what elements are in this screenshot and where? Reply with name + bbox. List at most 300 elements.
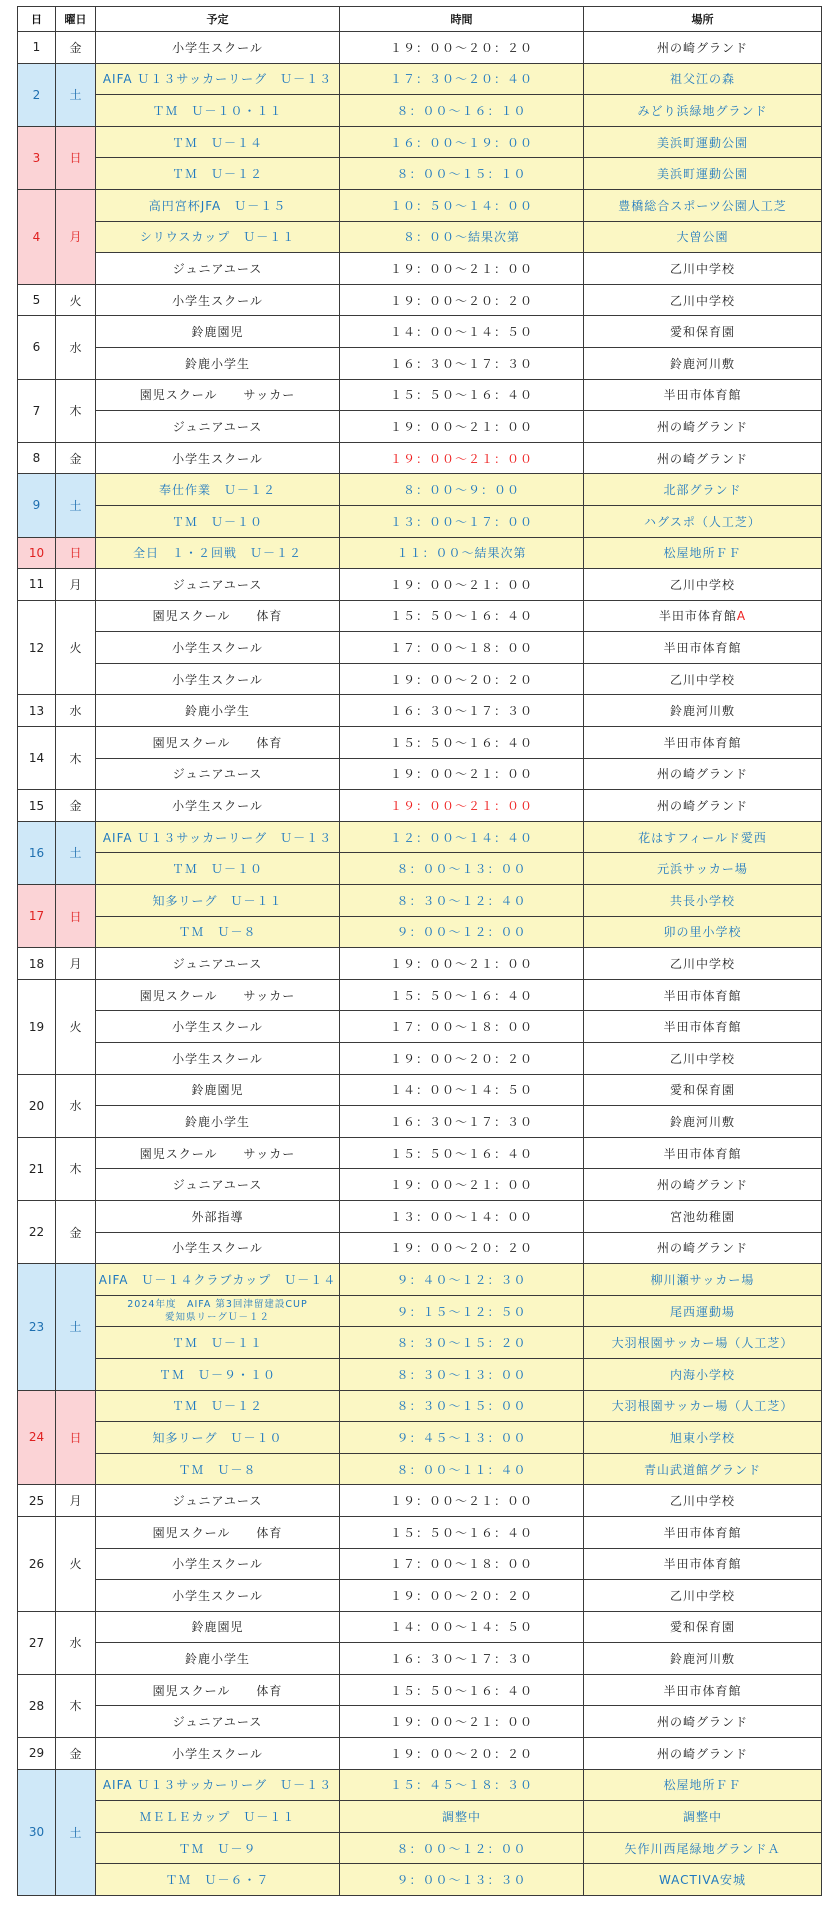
day-cell: 25 [18, 1485, 56, 1517]
place-cell: 乙川中学校 [584, 663, 822, 695]
event-cell: ジュニアユース [96, 948, 340, 980]
event-cell: 高円宮杯JFA Ｕ－１５ [96, 189, 340, 221]
event-cell: ＴＭ Ｕ－１２ [96, 1390, 340, 1422]
table-row [18, 1358, 822, 1390]
event-cell: 園児スクール 体育 [96, 1516, 340, 1548]
table-row [18, 1611, 822, 1643]
place-cell: 半田市体育館 [584, 379, 822, 411]
place-cell: 州の崎グランド [584, 32, 822, 64]
day-cell: 14 [18, 727, 56, 790]
event-cell: AIFA Ｕ１３サッカーリーグ Ｕ－１３ [96, 821, 340, 853]
event-cell: ＴＭ Ｕ－６・７ [96, 1864, 340, 1896]
event-cell: ジュニアユース [96, 1485, 340, 1517]
event-cell: ＴＭ Ｕ－１０ [96, 853, 340, 885]
time-cell: ８：３０～１２：４０ [340, 885, 584, 917]
place-cell: 鈴鹿河川敷 [584, 1106, 822, 1138]
event-cell: 奉仕作業 Ｕ－１２ [96, 474, 340, 506]
day-cell: 27 [18, 1611, 56, 1674]
time-cell: ９：４０～１２：３０ [340, 1264, 584, 1296]
time-cell: ８：３０～１３：００ [340, 1358, 584, 1390]
table-row [18, 1453, 822, 1485]
time-cell: ８：００～１５：１０ [340, 158, 584, 190]
time-cell: １９：００～２０：２０ [340, 1738, 584, 1770]
place-cell: 祖父江の森 [584, 63, 822, 95]
event-cell: ジュニアユース [96, 253, 340, 285]
weekday-cell: 金 [56, 1738, 96, 1770]
time-cell: ８：００～１１：４０ [340, 1453, 584, 1485]
place-cell: 大羽根園サッカー場（人工芝） [584, 1327, 822, 1359]
event-cell: 鈴鹿園児 [96, 316, 340, 348]
time-cell: １９：００～２１：００ [340, 948, 584, 980]
header-event: 予定 [96, 7, 340, 32]
time-cell: １３：００～１７：００ [340, 505, 584, 537]
table-row [18, 948, 822, 980]
table-row [18, 1169, 822, 1201]
weekday-cell: 木 [56, 1674, 96, 1737]
weekday-cell: 金 [56, 1200, 96, 1263]
day-cell: 6 [18, 316, 56, 379]
event-cell: 鈴鹿園児 [96, 1611, 340, 1643]
time-cell: ８：００～１３：００ [340, 853, 584, 885]
place-cell: 旭東小学校 [584, 1422, 822, 1454]
table-row [18, 916, 822, 948]
table-row [18, 474, 822, 506]
time-cell: １６：３０～１７：３０ [340, 1106, 584, 1138]
time-cell: １９：００～２１：００ [340, 569, 584, 601]
event-cell: 知多リーグ Ｕ－１１ [96, 885, 340, 917]
time-cell: １９：００～２１：００ [340, 1169, 584, 1201]
table-row [18, 1738, 822, 1770]
table-row [18, 221, 822, 253]
time-cell: １９：００～２０：２０ [340, 284, 584, 316]
weekday-cell: 土 [56, 821, 96, 884]
event-cell: ＴＭ Ｕ－１０ [96, 505, 340, 537]
weekday-cell: 水 [56, 1611, 96, 1674]
place-cell: みどり浜緑地グランド [584, 95, 822, 127]
time-cell: １５：５０～１６：４０ [340, 379, 584, 411]
time-cell: １６：３０～１７：３０ [340, 1643, 584, 1675]
place-cell: 州の崎グランド [584, 1169, 822, 1201]
time-cell: ８：００～１６：１０ [340, 95, 584, 127]
place-cell: 松屋地所ＦＦ [584, 537, 822, 569]
place-cell: 半田市体育館 [584, 1516, 822, 1548]
event-cell: ＴＭ Ｕ－８ [96, 1453, 340, 1485]
day-cell: 7 [18, 379, 56, 442]
time-cell: １９：００～２０：２０ [340, 663, 584, 695]
place-cell: 乙川中学校 [584, 1580, 822, 1612]
event-cell: 小学生スクール [96, 1043, 340, 1075]
time-cell: １９：００～２１：００ [340, 442, 584, 474]
place-cell: 乙川中学校 [584, 1485, 822, 1517]
table-row [18, 126, 822, 158]
place-cell: 半田市体育館 [584, 979, 822, 1011]
weekday-cell: 水 [56, 316, 96, 379]
time-cell: １４：００～１４：５０ [340, 1611, 584, 1643]
table-row [18, 758, 822, 790]
place-cell: 豊橋総合スポーツ公園人工芝 [584, 189, 822, 221]
table-row [18, 1769, 822, 1801]
event-cell: ＭＥＬＥカップ Ｕ－１１ [96, 1801, 340, 1833]
time-cell: １９：００～２０：２０ [340, 32, 584, 64]
place-cell: 松屋地所ＦＦ [584, 1769, 822, 1801]
time-cell: １９：００～２１：００ [340, 790, 584, 822]
event-cell: 小学生スクール [96, 1232, 340, 1264]
event-cell: 小学生スクール [96, 1548, 340, 1580]
time-cell: １９：００～２０：２０ [340, 1580, 584, 1612]
time-cell: １５：５０～１６：４０ [340, 1137, 584, 1169]
event-cell: ジュニアユース [96, 1706, 340, 1738]
weekday-cell: 土 [56, 63, 96, 126]
time-cell: ９：００～１３：３０ [340, 1864, 584, 1896]
weekday-cell: 月 [56, 1485, 96, 1517]
event-cell: 小学生スクール [96, 1738, 340, 1770]
time-cell: １６：００～１９：００ [340, 126, 584, 158]
header-day: 日 [18, 7, 56, 32]
place-cell [584, 600, 822, 632]
place-cell: 州の崎グランド [584, 758, 822, 790]
place-cell: 花はすフィールド愛西 [584, 821, 822, 853]
day-cell: 23 [18, 1264, 56, 1390]
table-row [18, 1043, 822, 1075]
time-cell: １９：００～２０：２０ [340, 1043, 584, 1075]
event-cell: AIFA Ｕ－１４クラブカップ Ｕ－１４ [96, 1264, 340, 1296]
table-row [18, 1548, 822, 1580]
event-cell: 小学生スクール [96, 32, 340, 64]
table-row [18, 1706, 822, 1738]
table-row [18, 316, 822, 348]
table-row [18, 1232, 822, 1264]
time-cell: １１：００～結果次第 [340, 537, 584, 569]
table-row [18, 853, 822, 885]
day-cell: 26 [18, 1516, 56, 1611]
weekday-cell: 水 [56, 1074, 96, 1137]
place-cell: 州の崎グランド [584, 1232, 822, 1264]
event-cell: ジュニアユース [96, 411, 340, 443]
place-cell: 州の崎グランド [584, 790, 822, 822]
place-cell: 州の崎グランド [584, 411, 822, 443]
time-cell: １７：００～１８：００ [340, 1011, 584, 1043]
event-cell: ＴＭ Ｕ－１２ [96, 158, 340, 190]
event-cell: 園児スクール サッカー [96, 979, 340, 1011]
weekday-cell: 土 [56, 474, 96, 537]
weekday-cell: 日 [56, 537, 96, 569]
time-cell: ８：００～１２：００ [340, 1832, 584, 1864]
table-row [18, 663, 822, 695]
place-cell: 州の崎グランド [584, 442, 822, 474]
schedule-table [17, 6, 822, 1896]
day-cell: 13 [18, 695, 56, 727]
event-cell: 小学生スクール [96, 632, 340, 664]
time-cell: １５：５０～１６：４０ [340, 600, 584, 632]
event-cell: 鈴鹿小学生 [96, 1643, 340, 1675]
time-cell: ９：１５～１２：５０ [340, 1295, 584, 1327]
place-cell: 州の崎グランド [584, 1738, 822, 1770]
event-cell: 小学生スクール [96, 284, 340, 316]
event-cell: 小学生スクール [96, 1011, 340, 1043]
weekday-cell: 木 [56, 727, 96, 790]
place-cell: 美浜町運動公園 [584, 158, 822, 190]
header-time: 時間 [340, 7, 584, 32]
table-row [18, 63, 822, 95]
weekday-cell: 日 [56, 885, 96, 948]
place-cell: 北部グランド [584, 474, 822, 506]
day-cell: 18 [18, 948, 56, 980]
time-cell: １２：００～１４：４０ [340, 821, 584, 853]
table-row [18, 379, 822, 411]
weekday-cell: 日 [56, 1390, 96, 1485]
weekday-cell: 木 [56, 379, 96, 442]
event-cell: AIFA Ｕ１３サッカーリーグ Ｕ－１３ [96, 1769, 340, 1801]
place-cell: 大曽公園 [584, 221, 822, 253]
place-cell: 半田市体育館 [584, 1548, 822, 1580]
time-cell: ８：３０～１５：２０ [340, 1327, 584, 1359]
event-cell: 鈴鹿小学生 [96, 347, 340, 379]
time-cell: 調整中 [340, 1801, 584, 1833]
table-row [18, 1011, 822, 1043]
header-place: 場所 [584, 7, 822, 32]
place-cell: 乙川中学校 [584, 284, 822, 316]
place-cell: 調整中 [584, 1801, 822, 1833]
table-row [18, 695, 822, 727]
table-row [18, 1137, 822, 1169]
event-cell: 小学生スクール [96, 663, 340, 695]
event-cell: 園児スクール 体育 [96, 1674, 340, 1706]
event-cell: ＴＭ Ｕ－１０・１１ [96, 95, 340, 127]
table-row [18, 158, 822, 190]
weekday-cell: 金 [56, 790, 96, 822]
place-cell: 柳川瀬サッカー場 [584, 1264, 822, 1296]
event-cell: シリウスカップ Ｕ－１１ [96, 221, 340, 253]
weekday-cell: 日 [56, 126, 96, 189]
table-row [18, 537, 822, 569]
event-cell: 園児スクール サッカー [96, 1137, 340, 1169]
place-cell: 愛和保育園 [584, 316, 822, 348]
day-cell: 20 [18, 1074, 56, 1137]
table-row [18, 1422, 822, 1454]
time-cell: １５：５０～１６：４０ [340, 1674, 584, 1706]
table-row [18, 95, 822, 127]
time-cell: １９：００～２１：００ [340, 411, 584, 443]
table-row [18, 1801, 822, 1833]
table-row [18, 284, 822, 316]
place-cell: 卯の里小学校 [584, 916, 822, 948]
place-cell: WACTIVA安城 [584, 1864, 822, 1896]
time-cell: ８：００～結果次第 [340, 221, 584, 253]
table-row [18, 1516, 822, 1548]
day-cell: 12 [18, 600, 56, 695]
event-title-line2: 愛知県リーグＵ－１２ [164, 1312, 270, 1324]
event-cell: 小学生スクール [96, 1580, 340, 1612]
day-cell: 19 [18, 979, 56, 1074]
place-cell: ハグスポ（人工芝） [584, 505, 822, 537]
day-cell: 21 [18, 1137, 56, 1200]
place-cell: 半田市体育館 [584, 1137, 822, 1169]
weekday-cell: 金 [56, 442, 96, 474]
event-title-line1: 2024年度 AIFA 第3回津留建設CUP [127, 1299, 308, 1311]
header-weekday: 曜日 [56, 7, 96, 32]
time-cell: １５：５０～１６：４０ [340, 727, 584, 759]
weekday-cell: 金 [56, 32, 96, 64]
day-cell: 24 [18, 1390, 56, 1485]
table-row [18, 569, 822, 601]
event-cell: 小学生スクール [96, 442, 340, 474]
time-cell: １９：００～２０：２０ [340, 1232, 584, 1264]
weekday-cell: 月 [56, 569, 96, 601]
time-cell: １７：００～１８：００ [340, 632, 584, 664]
weekday-cell: 月 [56, 189, 96, 284]
day-cell: 15 [18, 790, 56, 822]
table-row [18, 1832, 822, 1864]
place-cell: 半田市体育館 [584, 1674, 822, 1706]
table-row [18, 1106, 822, 1138]
time-cell: １５：５０～１６：４０ [340, 979, 584, 1011]
event-cell: 外部指導 [96, 1200, 340, 1232]
day-cell: 22 [18, 1200, 56, 1263]
time-cell: １６：３０～１７：３０ [340, 347, 584, 379]
place-cell: 美浜町運動公園 [584, 126, 822, 158]
event-cell: ＴＭ Ｕ－９ [96, 1832, 340, 1864]
time-cell: １６：３０～１７：３０ [340, 695, 584, 727]
event-cell: ジュニアユース [96, 569, 340, 601]
table-row [18, 1264, 822, 1296]
event-cell: 園児スクール 体育 [96, 600, 340, 632]
place-cell: 半田市体育館 [584, 1011, 822, 1043]
time-cell: ８：３０～１５：００ [340, 1390, 584, 1422]
day-cell: 11 [18, 569, 56, 601]
time-cell: ９：４５～１３：００ [340, 1422, 584, 1454]
event-cell: 園児スクール サッカー [96, 379, 340, 411]
table-row [18, 189, 822, 221]
event-cell: ＴＭ Ｕ－１４ [96, 126, 340, 158]
event-cell: 知多リーグ Ｕ－１０ [96, 1422, 340, 1454]
schedule-container [17, 6, 821, 1896]
day-cell: 5 [18, 284, 56, 316]
place-cell: 乙川中学校 [584, 1043, 822, 1075]
place-cell: 愛和保育園 [584, 1074, 822, 1106]
time-cell: ９：００～１２：００ [340, 916, 584, 948]
place-text: 半田市体育館 [658, 609, 737, 624]
event-cell: 鈴鹿小学生 [96, 695, 340, 727]
time-cell: １５：５０～１６：４０ [340, 1516, 584, 1548]
place-cell: 愛和保育園 [584, 1611, 822, 1643]
event-cell: 鈴鹿小学生 [96, 1106, 340, 1138]
place-cell: 州の崎グランド [584, 1706, 822, 1738]
table-row [18, 790, 822, 822]
event-cell: ジュニアユース [96, 1169, 340, 1201]
table-row [18, 632, 822, 664]
time-cell: １９：００～２１：００ [340, 1706, 584, 1738]
place-cell: 青山武道館グランド [584, 1453, 822, 1485]
day-cell: 28 [18, 1674, 56, 1737]
day-cell: 3 [18, 126, 56, 189]
header-row [18, 7, 822, 32]
table-row [18, 1074, 822, 1106]
table-row [18, 821, 822, 853]
time-cell: １７：００～１８：００ [340, 1548, 584, 1580]
time-cell: １５：４５～１８：３０ [340, 1769, 584, 1801]
table-row [18, 600, 822, 632]
table-row [18, 1390, 822, 1422]
table-row [18, 1674, 822, 1706]
place-cell: 宮池幼稚園 [584, 1200, 822, 1232]
weekday-cell: 土 [56, 1769, 96, 1895]
day-cell: 29 [18, 1738, 56, 1770]
event-cell: 小学生スクール [96, 790, 340, 822]
table-row [18, 885, 822, 917]
table-row [18, 347, 822, 379]
table-row [18, 1295, 822, 1327]
schedule-body [18, 32, 822, 1896]
time-cell: １９：００～２１：００ [340, 758, 584, 790]
day-cell: 16 [18, 821, 56, 884]
table-row [18, 1485, 822, 1517]
table-row [18, 1580, 822, 1612]
place-cell: 半田市体育館 [584, 727, 822, 759]
day-cell: 8 [18, 442, 56, 474]
table-row [18, 505, 822, 537]
table-row [18, 442, 822, 474]
day-cell: 1 [18, 32, 56, 64]
table-row [18, 32, 822, 64]
event-cell: ＴＭ Ｕ－９・１０ [96, 1358, 340, 1390]
table-row [18, 727, 822, 759]
table-row [18, 1643, 822, 1675]
place-cell: 共長小学校 [584, 885, 822, 917]
place-cell: 尾西運動場 [584, 1295, 822, 1327]
event-cell: ＴＭ Ｕ－８ [96, 916, 340, 948]
event-cell: 全日 １・２回戦 Ｕ－１２ [96, 537, 340, 569]
day-cell: 2 [18, 63, 56, 126]
table-row [18, 1327, 822, 1359]
weekday-cell: 火 [56, 284, 96, 316]
place-cell: 内海小学校 [584, 1358, 822, 1390]
place-cell: 元浜サッカー場 [584, 853, 822, 885]
weekday-cell: 火 [56, 979, 96, 1074]
place-cell: 矢作川西尾緑地グランドＡ [584, 1832, 822, 1864]
day-cell: 10 [18, 537, 56, 569]
weekday-cell: 木 [56, 1137, 96, 1200]
time-cell: １９：００～２１：００ [340, 1485, 584, 1517]
place-cell: 乙川中学校 [584, 569, 822, 601]
event-cell: ジュニアユース [96, 758, 340, 790]
place-suffix: A [736, 609, 747, 624]
table-row [18, 253, 822, 285]
place-cell: 鈴鹿河川敷 [584, 695, 822, 727]
time-cell: １０：５０～１４：００ [340, 189, 584, 221]
time-cell: １３：００～１４：００ [340, 1200, 584, 1232]
time-cell: １４：００～１４：５０ [340, 316, 584, 348]
weekday-cell: 火 [56, 1516, 96, 1611]
table-row [18, 411, 822, 443]
place-cell: 乙川中学校 [584, 948, 822, 980]
place-cell: 半田市体育館 [584, 632, 822, 664]
event-cell: 鈴鹿園児 [96, 1074, 340, 1106]
time-cell: ８：００～９：００ [340, 474, 584, 506]
day-cell: 17 [18, 885, 56, 948]
day-cell: 4 [18, 189, 56, 284]
event-cell: ＴＭ Ｕ－１１ [96, 1327, 340, 1359]
place-cell: 大羽根園サッカー場（人工芝） [584, 1390, 822, 1422]
day-cell: 9 [18, 474, 56, 537]
event-cell: AIFA Ｕ１３サッカーリーグ Ｕ－１３ [96, 63, 340, 95]
event-cell: 園児スクール 体育 [96, 727, 340, 759]
time-cell: １４：００～１４：５０ [340, 1074, 584, 1106]
table-row [18, 979, 822, 1011]
table-row [18, 1864, 822, 1896]
time-cell: １９：００～２１：００ [340, 253, 584, 285]
weekday-cell: 月 [56, 948, 96, 980]
weekday-cell: 火 [56, 600, 96, 695]
